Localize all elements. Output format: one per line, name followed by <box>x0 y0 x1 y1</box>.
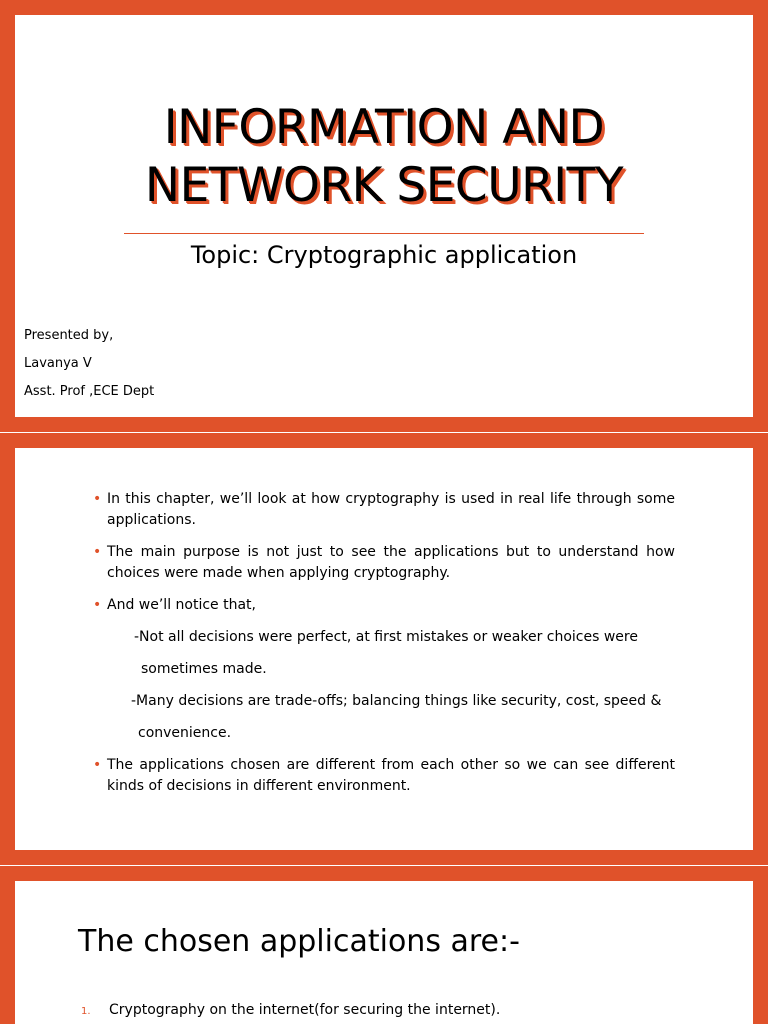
sub-point-line: -Not all decisions were perfect, at first mistakes or weaker choices were <box>134 629 638 645</box>
bullet-item <box>93 755 675 797</box>
list-item-text: Cryptography on the internet(for securing the internet). <box>109 1002 501 1018</box>
title-line-2: NETWORK SECURITY <box>144 158 624 213</box>
slide-title <box>0 0 768 432</box>
slide-title-heading <box>15 99 753 215</box>
bullet-marker: • <box>93 491 102 507</box>
sub-point-line: sometimes made. <box>141 661 267 677</box>
title-divider <box>124 233 644 234</box>
bullet-marker: • <box>93 757 102 773</box>
presenter-role: Asst. Prof ,ECE Dept <box>24 384 155 399</box>
sub-point-line: -Many decisions are trade-offs; balancing things like security, cost, speed & <box>131 693 662 709</box>
slide-intro <box>0 433 768 865</box>
bullet-item <box>93 489 675 531</box>
presenter-label: Presented by, <box>24 328 114 343</box>
presenter-name: Lavanya V <box>24 356 92 371</box>
bullet-item <box>93 542 675 584</box>
slide-applications-content <box>15 881 753 1024</box>
slide-applications <box>0 866 768 1024</box>
bullet-text: The applications chosen are different from each other so we can see different kinds of decisions in different environment. <box>107 757 675 794</box>
list-number: 1. <box>81 1006 91 1017</box>
topic-subtitle: Topic: Cryptographic application <box>190 241 578 269</box>
bullet-text: The main purpose is not just to see the applications but to understand how choices were made when applying cryptography. <box>107 544 675 581</box>
presenter-info <box>24 322 154 406</box>
sub-point-line: convenience. <box>138 725 232 741</box>
slide-intro-content <box>15 448 753 850</box>
bullet-list <box>93 489 675 808</box>
bullet-marker: • <box>93 597 102 613</box>
bullet-text: In this chapter, we’ll look at how cryptography is used in real life through some applications. <box>107 491 675 528</box>
numbered-list-item <box>81 1000 500 1022</box>
bullet-text: And we’ll notice that, <box>107 597 256 613</box>
title-line-1: INFORMATION AND <box>163 100 605 155</box>
slide-title-content <box>15 15 753 417</box>
applications-heading: The chosen applications are:- <box>78 924 520 959</box>
bullet-item <box>93 595 675 616</box>
bullet-marker: • <box>93 544 102 560</box>
